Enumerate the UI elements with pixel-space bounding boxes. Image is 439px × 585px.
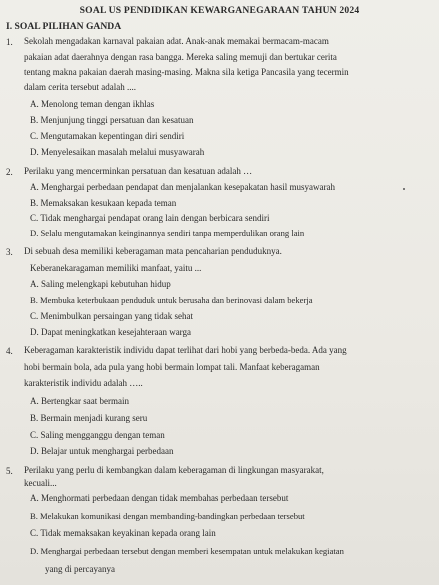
question-text: tentang makna pakaian daerah masing-masing. Makna sila ketiga Pancasila yang tecermin (24, 67, 349, 77)
question-text: kecuali... (24, 478, 57, 488)
question-number: 3. (6, 247, 13, 257)
option-d: D. Menghargai perbedaan tersebut dengan memberi kesempatan untuk melakukan kegiatan (30, 546, 344, 556)
option-a: A. Menolong teman dengan ikhlas (30, 99, 155, 109)
question-text: dalam cerita tersebut adalah .... (24, 82, 136, 92)
option-b: B. Melakukan komunikasi dengan membanding-bandingkan perbedaan tersebut (30, 511, 305, 521)
option-b: B. Memaksakan kesukaan kepada teman (30, 198, 177, 208)
option-c: C. Saling mengganggu dengan teman (30, 430, 165, 440)
option-c: C. Tidak menghargai pendapat orang lain dengan berbicara sendiri (30, 213, 270, 223)
option-c: C. Mengutamakan kepentingan diri sendiri (30, 131, 185, 141)
option-b: B. Bermain menjadi kurang seru (30, 413, 148, 423)
question-text: Keberanekaragaman memiliki manfaat, yaitu ... (30, 263, 202, 273)
question-text: Sekolah mengadakan karnaval pakaian adat. Anak-anak memakai bermacam-macam (24, 36, 329, 46)
option-a: A. Menghargai perbedaan pendapat dan menjalankan kesepakatan hasil musyawarah (30, 182, 335, 192)
question-text: Perilaku yang perlu di kembangkan dalam keberagaman di lingkungan masyarakat, (24, 465, 324, 475)
option-d: D. Selalu mengutamakan keinginannya sendiri tanpa memperdulikan orang lain (30, 228, 305, 238)
option-c: C. Menimbulkan persaingan yang tidak sehat (30, 311, 193, 321)
question-number: 4. (6, 346, 13, 356)
option-d-continuation: yang di percayanya (45, 564, 115, 574)
option-b: B. Membuka keterbukaan penduduk untuk berusaha dan berinovasi dalam bekerja (30, 295, 313, 305)
question-number: 5. (6, 466, 13, 476)
question-text: Di sebuah desa memiliki keberagaman mata pencaharian penduduknya. (24, 246, 282, 256)
question-number: 2. (6, 167, 13, 177)
question-text: Perilaku yang mencerminkan persatuan dan kesatuan adalah … (24, 166, 253, 176)
question-number: 1. (6, 37, 13, 47)
exam-title: SOAL US PENDIDIKAN KEWARGANEGARAAN TAHUN 2024 (79, 5, 360, 16)
option-d: D. Menyelesaikan masalah melalui musyawarah (30, 147, 205, 157)
question-text: Keberagaman karakteristik individu dapat terlihat dari hobi yang berbeda-beda. Ada yang (24, 345, 347, 355)
option-b: B. Menjunjung tinggi persatuan dan kesatuan (30, 115, 194, 125)
option-c: C. Tidak memaksakan keyakinan kepada orang lain (30, 528, 216, 538)
question-text: pakaian adat daerahnya dengan rasa bangga. Mereka saling memuji dan bertukar cerita (24, 52, 337, 62)
option-a: A. Saling melengkapi kebutuhan hidup (30, 279, 171, 289)
section-heading: I. SOAL PILIHAN GANDA (6, 21, 122, 32)
option-d: D. Belajar untuk menghargai perbedaan (30, 446, 174, 456)
ink-speck (403, 188, 405, 190)
question-text: hobi bermain bola, ada pula yang hobi bermain lompat tali. Manfaat keberagaman (24, 362, 320, 372)
question-text: karakteristik individu adalah ….. (24, 378, 143, 388)
option-d: D. Dapat meningkatkan kesejahteraan warga (30, 327, 192, 337)
option-a: A. Bertengkar saat bermain (30, 396, 129, 406)
option-a: A. Menghormati perbedaan dengan tidak membahas perbedaan tersebut (30, 493, 289, 503)
